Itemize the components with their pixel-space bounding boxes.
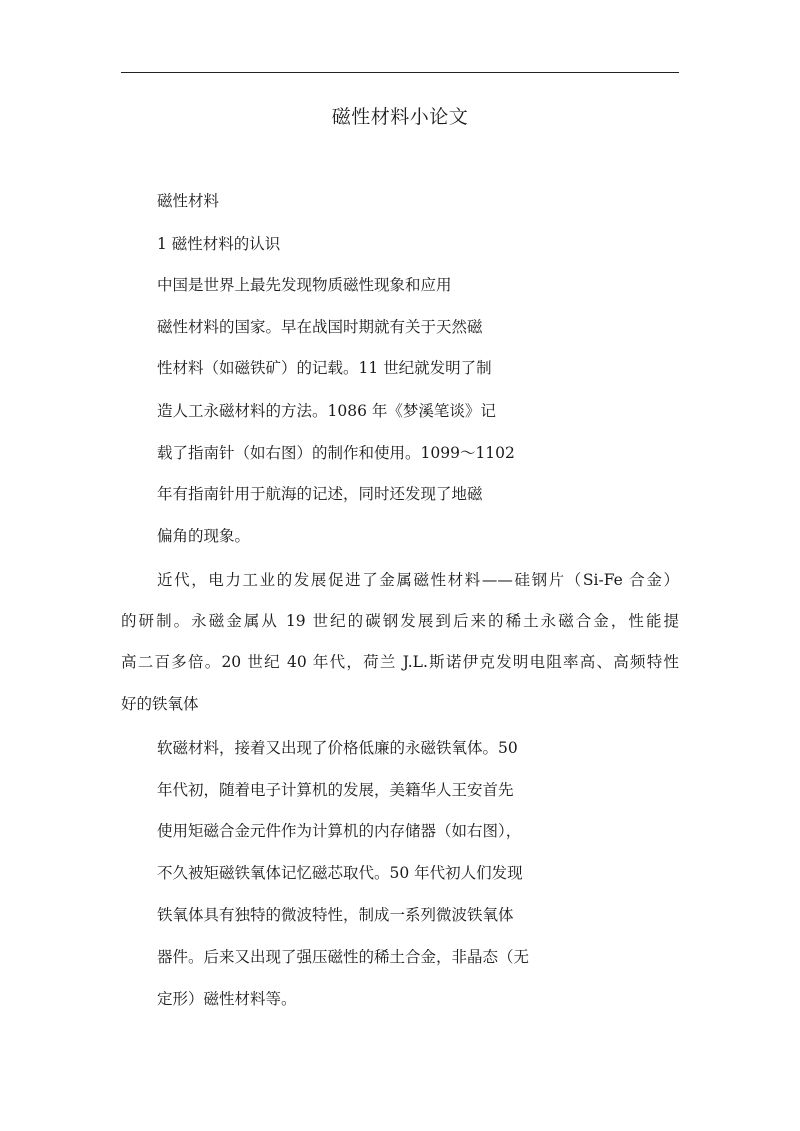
paragraph-3-line: 软磁材料，接着又出现了价格低廉的永磁铁氧体。50 <box>157 739 518 757</box>
paragraph-3-line: 器件。后来又出现了强压磁性的稀土合金，非晶态（无 <box>157 948 530 966</box>
paragraph-2-line: 好的铁氧体 <box>121 695 199 713</box>
paragraph-1-line: 偏角的现象。 <box>157 527 251 545</box>
paragraph-3-line: 不久被矩磁铁氧体记忆磁芯取代。50 年代初人们发现 <box>157 864 523 882</box>
paragraph-1-line: 造人工永磁材料的方法。1086 年《梦溪笔谈》记 <box>157 402 496 420</box>
section-heading: 1 磁性材料的认识 <box>157 235 281 253</box>
document-title: 磁性材料小论文 <box>331 106 469 128</box>
paragraph-3-line: 使用矩磁合金元件作为计算机的内存储器（如右图）， <box>157 822 522 840</box>
paragraph-2-line: 近代，电力工业的发展促进了金属磁性材料——硅钢片（Si-Fe 合金） <box>157 571 679 589</box>
section-label: 磁性材料 <box>157 192 220 210</box>
paragraph-3-line: 铁氧体具有独特的微波特性，制成一系列微波铁氧体 <box>157 906 514 924</box>
paragraph-1-line: 载了指南针（如右图）的制作和使用。1099～1102 <box>157 444 515 462</box>
paragraph-1-line: 性材料（如磁铁矿）的记载。11 世纪就发明了制 <box>157 359 492 377</box>
paragraph-2-line: 高二百多倍。20 世纪 40 年代，荷兰 J.L.斯诺伊克发明电阻率高、高频特性 <box>121 653 679 671</box>
header-rule <box>121 72 679 73</box>
paragraph-1-line: 年有指南针用于航海的记述，同时还发现了地磁 <box>157 485 483 503</box>
paragraph-3-line: 年代初，随着电子计算机的发展，美籍华人王安首先 <box>157 781 514 799</box>
paragraph-2-line: 的研制。永磁金属从 19 世纪的碳钢发展到后来的稀土永磁合金，性能提 <box>121 612 679 630</box>
paragraph-1-line: 中国是世界上最先发现物质磁性现象和应用 <box>157 276 452 294</box>
paragraph-3-line: 定形）磁性材料等。 <box>157 990 297 1008</box>
paragraph-1-line: 磁性材料的国家。早在战国时期就有关于天然磁 <box>157 318 483 336</box>
